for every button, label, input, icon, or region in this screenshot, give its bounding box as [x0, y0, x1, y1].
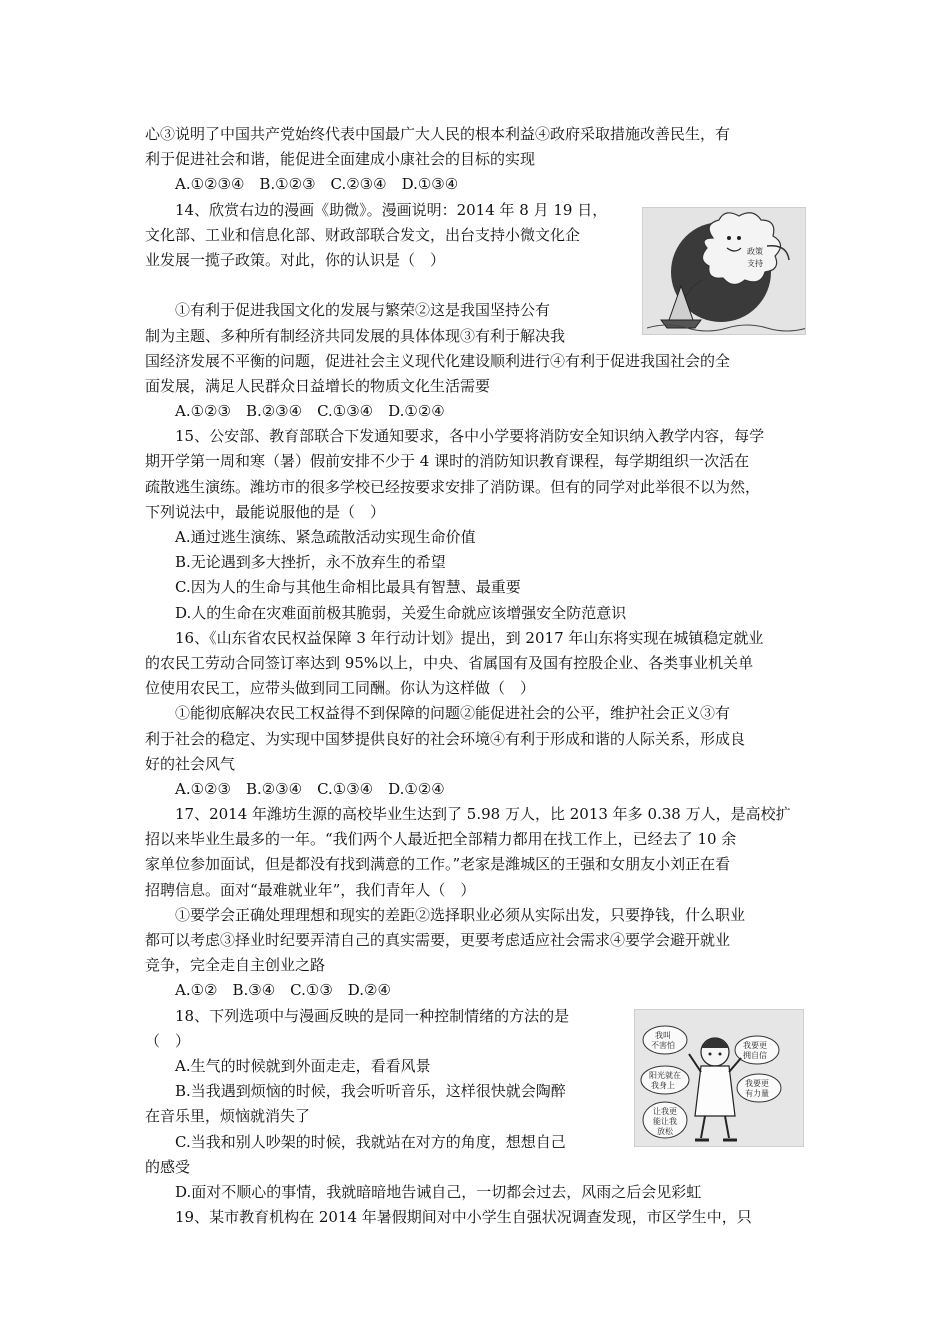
option-c-q18: C.当我和别人吵架的时候，我就站在对方的角度，想想自己 [175, 1132, 566, 1151]
bubble-text: 不害怕 [651, 1041, 675, 1050]
bubble-text: 我要更 [745, 1079, 769, 1088]
answer-options-q13: A.①②③④ B.①②③ C.②③④ D.①③④ [175, 175, 459, 194]
answer-options-q14: A.①②③ B.②③④ C.①③④ D.①②④ [175, 402, 445, 421]
option-a-q15: A.通过逃生演练、紧急疏散活动实现生命价值 [175, 528, 476, 546]
text-line: 疏散逃生演练。潍坊市的很多学校已经按要求安排了消防课。但有的同学对此举很不以为然， [145, 477, 761, 496]
text-line: 期开学第一周和寒（暑）假前安排不少于 4 课时的消防知识教育课程，每学期组织一次活在 [145, 452, 750, 471]
answer-options-q17: A.①② B.③④ C.①③ D.②④ [175, 981, 391, 1000]
text-line: 好的社会风气 [145, 754, 236, 773]
text-line: 下列说法中，最能说服他的是（ ） [145, 502, 386, 521]
text-line: 文化部、工业和信息化部、财政部联合发文，出台支持小微文化企 [145, 225, 581, 244]
question-16-stem: 16、《山东省农民权益保障 3 年行动计划》提出，到 2017 年山东将实现在城镇稳定就业 [175, 628, 764, 647]
text-line: 都可以考虑③择业时纪要弄清自己的真实需要，更要考虑适应社会需求④要学会避开就业 [145, 931, 731, 949]
zhuwei-cartoon-image [642, 207, 806, 335]
text-line: ①要学会正确处理理想和现实的差距②选择职业必须从实际出发，只要挣钱，什么职业 [175, 905, 746, 924]
emotion-cartoon-image [634, 1009, 804, 1147]
text-line: 的感受 [145, 1157, 191, 1176]
emotion-cartoon-drawing [635, 1010, 803, 1146]
bubble-text: 我要更 [743, 1041, 767, 1050]
cloud-text-support: 支持 [747, 259, 763, 268]
text-line: 利于促进社会和谐，能促进全面建成小康社会的目标的实现 [145, 150, 536, 169]
text-line: 的农民工劳动合同签订率达到 95%以上，中央、省属国有及国有控股企业、各类事业机关单 [145, 653, 754, 672]
question-14-stem: 14、欣赏右边的漫画《助微》。漫画说明：2014 年 8 月 19 日， [175, 200, 608, 219]
question-19-stem: 19、某市教育机构在 2014 年暑假期间对中小学生自强状况调查发现，市区学生中，只 [175, 1208, 752, 1227]
cloud-text-policy: 政策 [747, 247, 763, 256]
bubble-text: 放松 [657, 1127, 673, 1136]
blank-line [145, 273, 630, 298]
text-line: 招以来毕业生最多的一年。“我们两个人最近把全部精力都用在找工作上，已经去了 10 余 [145, 830, 737, 849]
zhuwei-cartoon-drawing [643, 208, 805, 334]
option-c-q15: C.因为人的生命与其他生命相比最具有智慧、最重要 [175, 578, 521, 597]
option-b-q15: B.无论遇到多大挫折，永不放弃生的希望 [175, 553, 446, 572]
text-line: 国经济发展不平衡的问题，促进社会主义现代化建设顺利进行④有利于促进我国社会的全 [145, 351, 731, 370]
text-line: ①有利于促进我国文化的发展与繁荣②这是我国坚持公有 [175, 301, 551, 320]
option-b-q18: B.当我遇到烦恼的时候，我会听听音乐，这样很快就会陶醉 [175, 1082, 566, 1101]
bubble-text: 有力量 [745, 1089, 769, 1098]
text-line: 业发展一揽子政策。对此，你的认识是（ ） [145, 250, 446, 269]
student-body [695, 1066, 735, 1116]
question-17-stem: 17、2014 年潍坊生源的高校毕业生达到了 5.98 万人，比 2013 年多 0.38 万人，是高校扩 [175, 805, 791, 824]
text-line: 位使用农民工，应带头做到同工同酬。你认为这样做（ ） [145, 679, 536, 698]
option-a-q18: A.生气的时候就到外面走走，看看风景 [175, 1056, 431, 1075]
bubble-text: 我叫 [655, 1031, 671, 1040]
bubble-text: 拥自信 [743, 1051, 767, 1060]
answer-options-q16: A.①②③ B.②③④ C.①③④ D.①②④ [175, 779, 445, 798]
bubble-text: 我身上 [651, 1081, 675, 1090]
text-line: ①能彻底解决农民工权益得不到保障的问题②能促进社会的公平，维护社会正义③有 [175, 704, 731, 723]
question-18-stem: 18、下列选项中与漫画反映的是同一种控制情绪的方法的是 [175, 1006, 570, 1025]
text-line: 竞争，完全走自主创业之路 [145, 956, 326, 975]
question-15-stem: 15、公安部、教育部联合下发通知要求，各中小学要将消防安全知识纳入教学内容，每学 [175, 427, 765, 446]
text-line: （ ） [145, 1031, 191, 1050]
text-line: 心③说明了中国共产党始终代表中国最广大人民的根本利益④政府采取措施改善民生，有 [145, 125, 731, 143]
bubble-text: 阳光就在 [649, 1071, 681, 1080]
text-line: 招聘信息。面对“最难就业年”，我们青年人（ ） [145, 880, 476, 899]
bubble-text: 让我更 [653, 1107, 677, 1116]
text-line: 利于社会的稳定、为实现中国梦提供良好的社会环境④有利于形成和谐的人际关系，形成良 [145, 729, 746, 748]
text-line: 面发展，满足人民群众日益增长的物质文化生活需要 [145, 376, 491, 395]
text-line: 家单位参加面试，但是都没有找到满意的工作。”老家是潍城区的王强和女朋友小刘正在看 [145, 855, 731, 874]
option-d-q18: D.面对不顺心的事情，我就暗暗地告诫自己，一切都会过去，风雨之后会见彩虹 [175, 1182, 702, 1201]
text-line: 制为主题、多种所有制经济共同发展的具体体现③有利于解决我 [145, 326, 566, 345]
bubble-text: 能让我 [653, 1117, 677, 1126]
text-line: 在音乐里，烦恼就消失了 [145, 1107, 311, 1126]
option-d-q15: D.人的生命在灾难面前极其脆弱，关爱生命就应该增强安全防范意识 [175, 603, 627, 622]
